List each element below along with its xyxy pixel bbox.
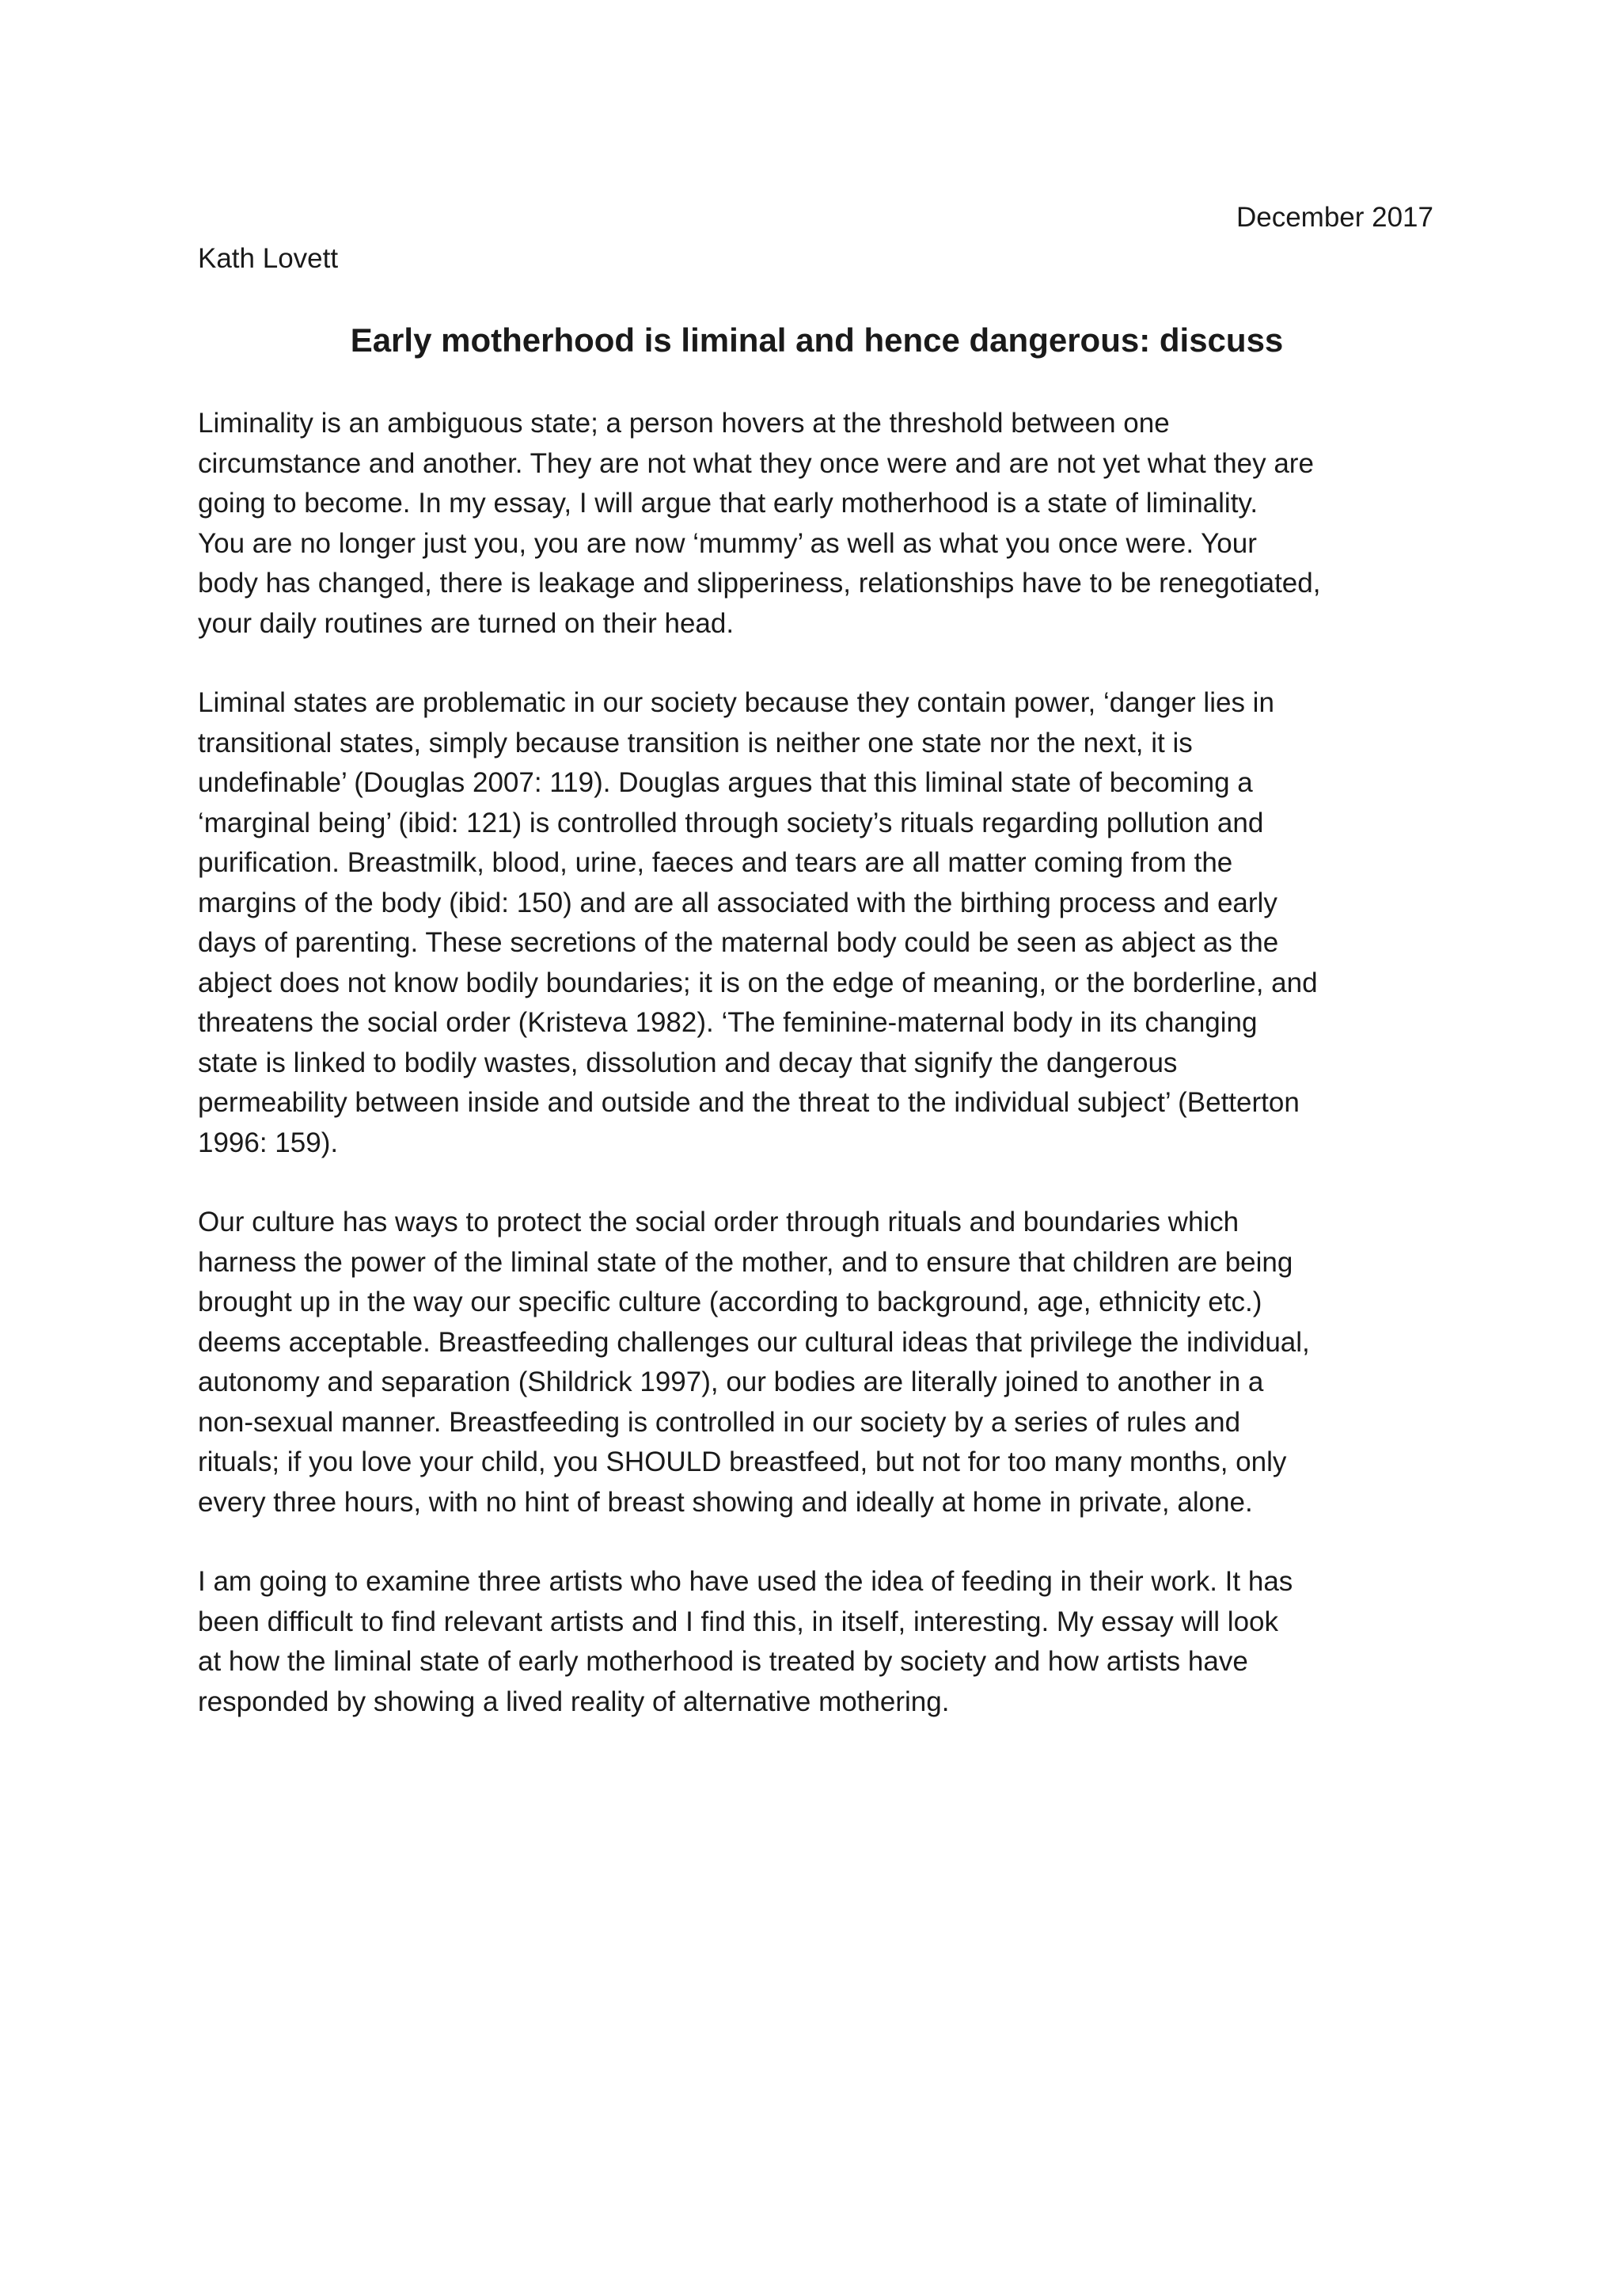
text-line: going to become. In my essay, I will argue that early motherhood is a state of liminality. [198,488,1258,519]
document-body [198,404,1464,1762]
text-line: I am going to examine three artists who have used the idea of feeding in their work. It has [198,1566,1293,1597]
text-line: 1996: 159). [198,1127,339,1158]
text-line: been difficult to find relevant artists and I find this, in itself, interesting. My essay will look [198,1606,1278,1637]
text-line: body has changed, there is leakage and slipperiness, relationships have to be renegotiated, [198,568,1321,599]
text-line: your daily routines are turned on their head. [198,607,735,639]
text-line: Liminal states are problematic in our society because they contain power, ‘danger lies in [198,687,1274,718]
text-line: Liminality is an ambiguous state; a person hovers at the threshold between one [198,408,1170,439]
text-line: deems acceptable. Breastfeeding challenges our cultural ideas that privilege the individual, [198,1326,1310,1358]
text-line: responded by showing a lived reality of alternative mothering. [198,1686,950,1717]
paragraph-1 [198,404,1464,644]
text-line: every three hours, with no hint of breast showing and ideally at home in private, alone. [198,1486,1253,1518]
text-line: margins of the body (ibid: 150) and are all associated with the birthing process and early [198,887,1277,918]
text-line: autonomy and separation (Shildrick 1997), our bodies are literally joined to another in a [198,1367,1264,1397]
text-line: purification. Breastmilk, blood, urine, faeces and tears are all matter coming from the [198,847,1233,878]
document-author: Kath Lovett [198,243,339,274]
paragraph-4 [198,1562,1464,1722]
text-line: non-sexual manner. Breastfeeding is controlled in our society by a series of rules and [198,1406,1241,1438]
text-line: abject does not know bodily boundaries; it is on the edge of meaning, or the borderline, and [198,967,1318,998]
text-line: circumstance and another. They are not what they once were and are not yet what they are [198,447,1314,479]
text-line: harness the power of the liminal state of the mother, and to ensure that children are being [198,1246,1293,1278]
document-date: December 2017 [1236,202,1433,233]
text-line: undefinable’ (Douglas 2007: 119). Douglas argues that this liminal state of becoming a [198,767,1253,798]
text-line: threatens the social order (Kristeva 1982). ‘The feminine-maternal body in its changing [198,1007,1258,1038]
text-line: rituals; if you love your child, you SHOULD breastfeed, but not for too many months, only [198,1446,1287,1477]
text-line: at how the liminal state of early motherhood is treated by society and how artists have [198,1646,1248,1677]
paragraph-3 [198,1203,1464,1522]
document-title: Early motherhood is liminal and hence dangerous: discuss [350,321,1284,359]
text-line: state is linked to bodily wastes, dissolution and decay that signify the dangerous [198,1047,1178,1078]
text-line: permeability between inside and outside and the threat to the individual subject’ (Betterton [198,1087,1300,1118]
paragraph-2 [198,683,1464,1163]
text-line: brought up in the way our specific culture (according to background, age, ethnicity etc.) [198,1287,1262,1317]
text-line: ‘marginal being’ (ibid: 121) is controlled through society’s rituals regarding pollution and [198,807,1264,838]
text-line: Our culture has ways to protect the social order through rituals and boundaries which [198,1207,1239,1237]
text-line: transitional states, simply because transition is neither one state nor the next, it is [198,727,1193,758]
text-line: You are no longer just you, you are now ‘mummy’ as well as what you once were. Your [198,527,1257,559]
text-line: days of parenting. These secretions of the maternal body could be seen as abject as the [198,927,1279,958]
